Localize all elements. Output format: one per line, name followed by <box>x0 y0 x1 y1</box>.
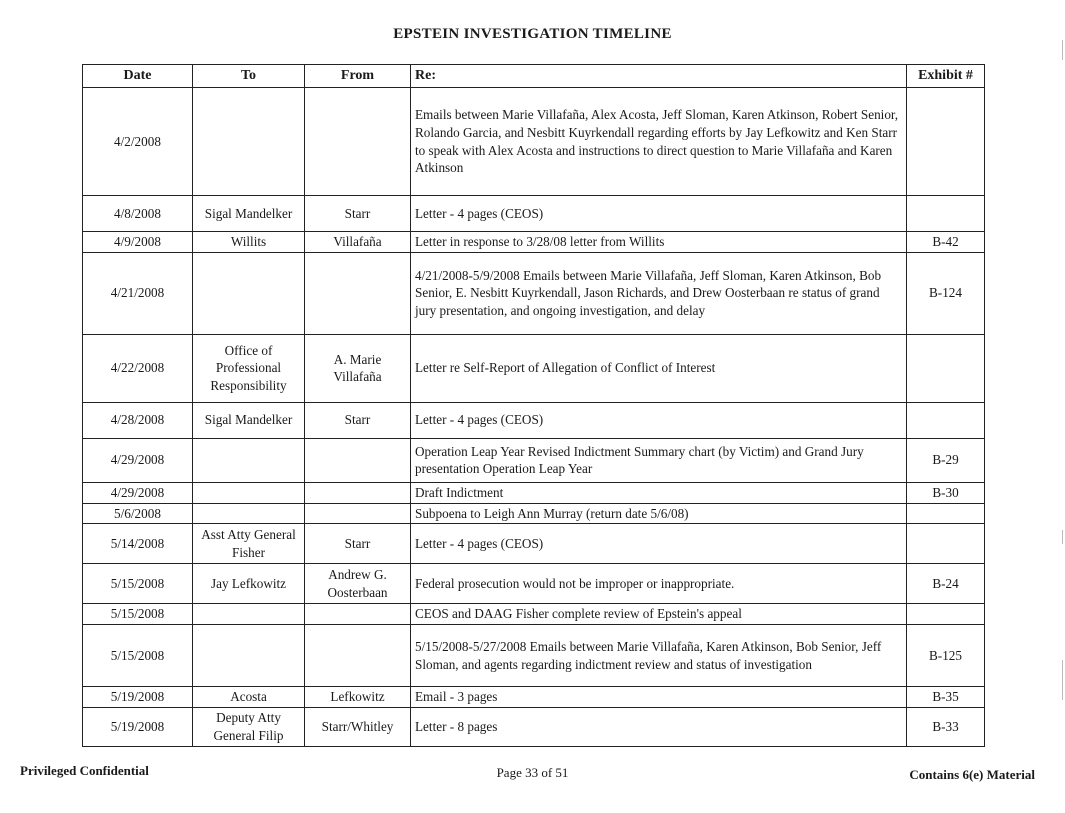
table-row <box>83 687 985 708</box>
date-cell: 5/15/2008 <box>83 604 193 625</box>
timeline-table <box>82 64 985 747</box>
date-cell: 5/15/2008 <box>83 625 193 687</box>
re-cell: 4/21/2008-5/9/2008 Emails between Marie Villafaña, Jeff Sloman, Karen Atkinson, Bob Senior, E. Nesbitt Kuyrkendall, Jason Richards, and Drew Oosterbaan re status of grand jury presentation, and ongoing investigation, and delay <box>411 252 907 334</box>
from-cell <box>305 604 411 625</box>
re-cell: CEOS and DAAG Fisher complete review of Epstein's appeal <box>411 604 907 625</box>
from-cell: Villafaña <box>305 232 411 253</box>
column-header-exhibit: Exhibit # <box>907 65 985 88</box>
column-header-re: Re: <box>411 65 907 88</box>
from-cell <box>305 438 411 482</box>
to-cell: Sigal Mandelker <box>193 402 305 438</box>
table-row <box>83 503 985 524</box>
re-cell: Draft Indictment <box>411 482 907 503</box>
exhibit-cell <box>907 88 985 196</box>
table-row <box>83 625 985 687</box>
footer-privileged: Privileged Confidential <box>20 763 149 778</box>
to-cell <box>193 88 305 196</box>
document-title: EPSTEIN INVESTIGATION TIMELINE <box>393 26 672 42</box>
date-cell: 4/29/2008 <box>83 482 193 503</box>
table-row <box>83 252 985 334</box>
exhibit-cell: B-33 <box>907 708 985 747</box>
date-cell: 4/2/2008 <box>83 88 193 196</box>
from-cell <box>305 482 411 503</box>
to-cell <box>193 252 305 334</box>
exhibit-cell: B-124 <box>907 252 985 334</box>
re-cell: Email - 3 pages <box>411 687 907 708</box>
footer-6e-notice: Contains 6(e) Material <box>909 767 1035 782</box>
to-cell: Willits <box>193 232 305 253</box>
exhibit-cell: B-42 <box>907 232 985 253</box>
date-cell: 5/19/2008 <box>83 687 193 708</box>
date-cell: 4/9/2008 <box>83 232 193 253</box>
scan-edge-mark <box>1062 530 1063 544</box>
date-cell: 4/29/2008 <box>83 438 193 482</box>
from-cell: A. Marie Villafaña <box>305 334 411 402</box>
table-row <box>83 334 985 402</box>
re-cell: 5/15/2008-5/27/2008 Emails between Marie Villafaña, Karen Atkinson, Bob Senior, Jeff Sloman, and agents regarding indictment review and status of investigation <box>411 625 907 687</box>
re-cell: Letter - 4 pages (CEOS) <box>411 524 907 564</box>
re-cell: Letter re Self-Report of Allegation of Conflict of Interest <box>411 334 907 402</box>
from-cell <box>305 503 411 524</box>
re-cell: Letter - 4 pages (CEOS) <box>411 402 907 438</box>
column-header-from: From <box>305 65 411 88</box>
date-cell: 4/28/2008 <box>83 402 193 438</box>
re-cell: Letter in response to 3/28/08 letter from Willits <box>411 232 907 253</box>
table-row <box>83 438 985 482</box>
to-cell: Sigal Mandelker <box>193 196 305 232</box>
re-cell: Federal prosecution would not be improper or inappropriate. <box>411 564 907 604</box>
from-cell: Starr <box>305 196 411 232</box>
exhibit-cell <box>907 524 985 564</box>
from-cell: Lefkowitz <box>305 687 411 708</box>
date-cell: 4/8/2008 <box>83 196 193 232</box>
exhibit-cell <box>907 402 985 438</box>
re-cell: Letter - 8 pages <box>411 708 907 747</box>
to-cell <box>193 604 305 625</box>
table-row <box>83 708 985 747</box>
to-cell: Office of Professional Responsibility <box>193 334 305 402</box>
column-header-to: To <box>193 65 305 88</box>
to-cell <box>193 625 305 687</box>
exhibit-cell: B-30 <box>907 482 985 503</box>
table-row <box>83 88 985 196</box>
exhibit-cell <box>907 196 985 232</box>
table-row <box>83 564 985 604</box>
table-row <box>83 402 985 438</box>
scan-edge-mark <box>1062 660 1063 700</box>
to-cell: Jay Lefkowitz <box>193 564 305 604</box>
to-cell <box>193 438 305 482</box>
from-cell: Starr <box>305 402 411 438</box>
from-cell: Andrew G. Oosterbaan <box>305 564 411 604</box>
re-cell: Operation Leap Year Revised Indictment Summary chart (by Victim) and Grand Jury presentation Operation Leap Year <box>411 438 907 482</box>
table-row <box>83 604 985 625</box>
exhibit-cell: B-24 <box>907 564 985 604</box>
date-cell: 5/19/2008 <box>83 708 193 747</box>
to-cell <box>193 503 305 524</box>
column-header-date: Date <box>83 65 193 88</box>
re-cell: Letter - 4 pages (CEOS) <box>411 196 907 232</box>
from-cell: Starr/Whitley <box>305 708 411 747</box>
date-cell: 4/21/2008 <box>83 252 193 334</box>
exhibit-cell: B-125 <box>907 625 985 687</box>
to-cell: Asst Atty General Fisher <box>193 524 305 564</box>
from-cell <box>305 625 411 687</box>
re-cell: Subpoena to Leigh Ann Murray (return date 5/6/08) <box>411 503 907 524</box>
table-row <box>83 482 985 503</box>
to-cell: Acosta <box>193 687 305 708</box>
scan-edge-mark <box>1062 40 1063 60</box>
table-row <box>83 524 985 564</box>
table-row <box>83 196 985 232</box>
table-row <box>83 232 985 253</box>
date-cell: 5/15/2008 <box>83 564 193 604</box>
to-cell: Deputy Atty General Filip <box>193 708 305 747</box>
date-cell: 4/22/2008 <box>83 334 193 402</box>
exhibit-cell: B-35 <box>907 687 985 708</box>
from-cell: Starr <box>305 524 411 564</box>
table-header-row <box>83 65 985 88</box>
exhibit-cell: B-29 <box>907 438 985 482</box>
exhibit-cell <box>907 503 985 524</box>
exhibit-cell <box>907 604 985 625</box>
date-cell: 5/6/2008 <box>83 503 193 524</box>
to-cell <box>193 482 305 503</box>
from-cell <box>305 88 411 196</box>
exhibit-cell <box>907 334 985 402</box>
from-cell <box>305 252 411 334</box>
footer-page-number: Page 33 of 51 <box>496 765 569 780</box>
re-cell: Emails between Marie Villafaña, Alex Acosta, Jeff Sloman, Karen Atkinson, Robert Senior, Rolando Garcia, and Nesbitt Kuyrkendall regarding efforts by Jay Lefkowitz and Ken Starr to speak with Alex Acosta and instructions to direct question to Marie Villafaña and Karen Atkinson <box>411 88 907 196</box>
date-cell: 5/14/2008 <box>83 524 193 564</box>
